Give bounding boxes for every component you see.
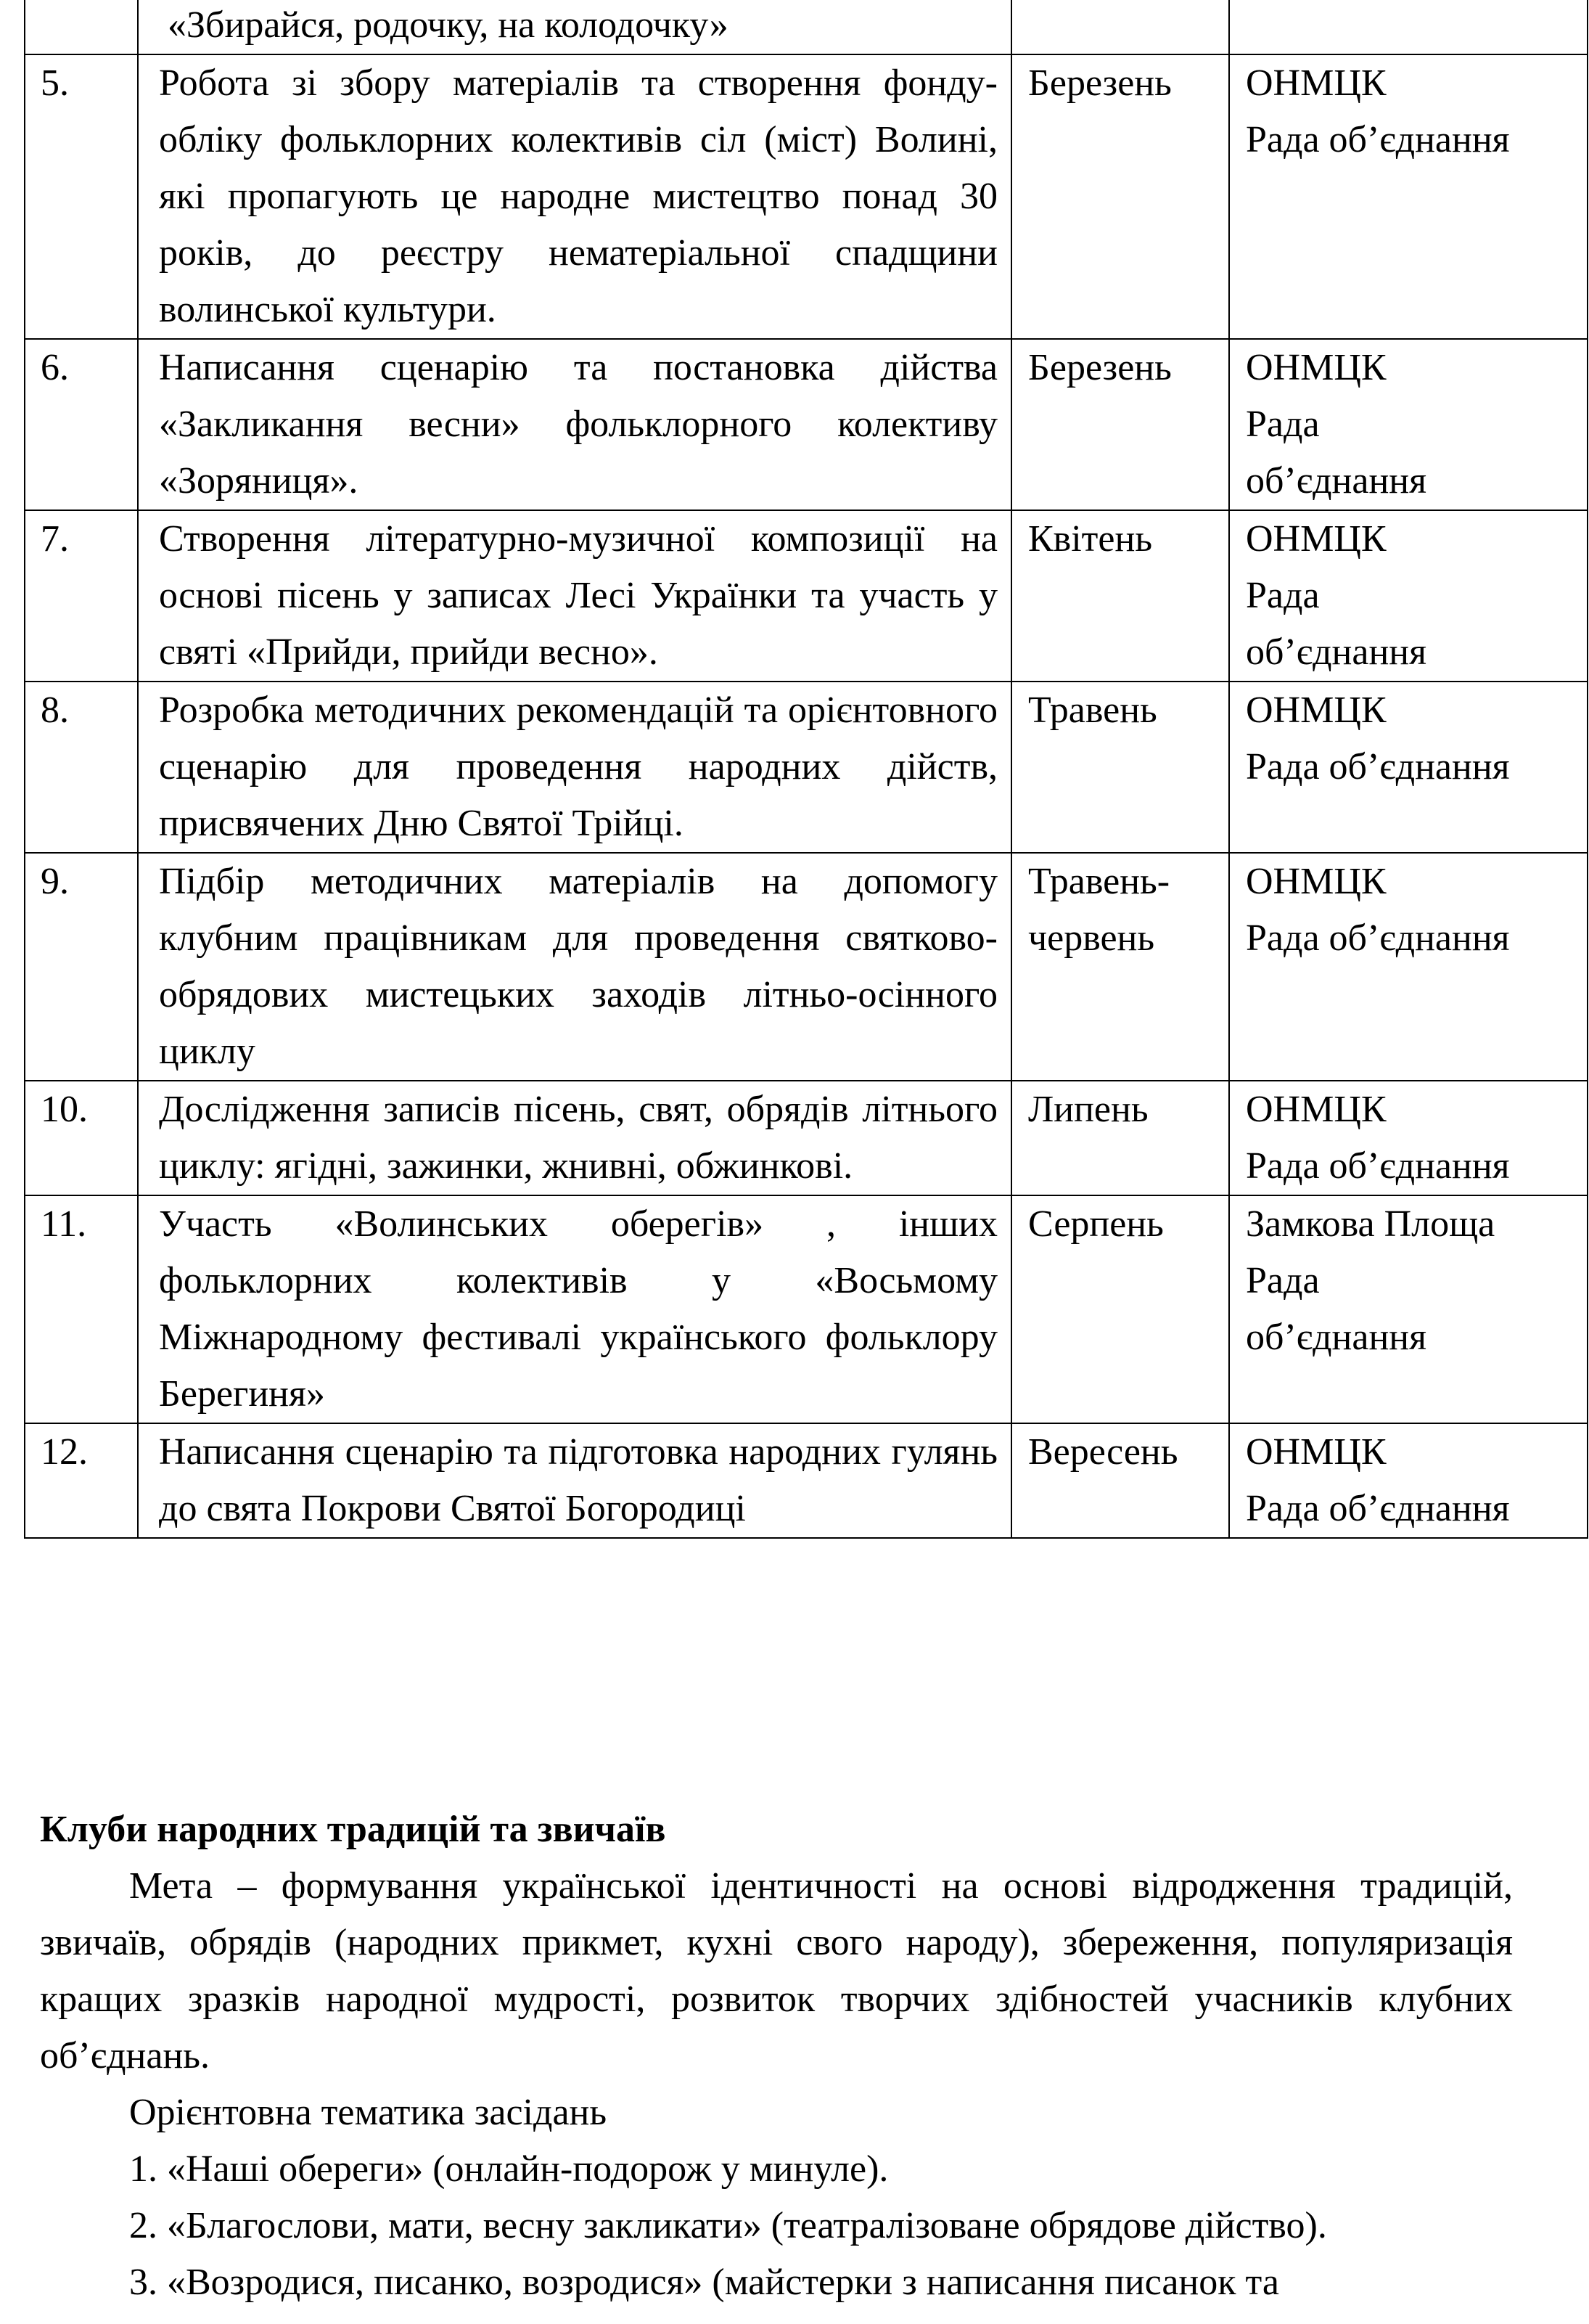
event-responsible: ОНМЦК Рада об’єднання <box>1246 1089 1510 1187</box>
event-month-cell <box>1011 1423 1229 1538</box>
event-responsible-cell <box>1229 339 1588 510</box>
event-month-cell <box>1011 682 1229 853</box>
table-row <box>25 853 1588 1081</box>
event-month-cell <box>1011 1195 1229 1423</box>
event-description-cell <box>138 1423 1011 1538</box>
events-table-body <box>25 0 1588 1538</box>
event-responsible-cell <box>1229 510 1588 682</box>
event-description-cell <box>138 1081 1011 1195</box>
row-number-cell <box>25 54 138 339</box>
table-row <box>25 0 1588 54</box>
row-number-cell <box>25 1081 138 1195</box>
row-number: 12. <box>41 1431 88 1473</box>
event-responsible-cell <box>1229 853 1588 1081</box>
table-row <box>25 54 1588 339</box>
table-row <box>25 339 1588 510</box>
events-table <box>24 0 1588 1539</box>
event-responsible-cell <box>1229 0 1588 54</box>
event-description-cell <box>138 54 1011 339</box>
row-number: 5. <box>41 62 69 104</box>
event-description-cell <box>138 510 1011 682</box>
event-responsible: ОНМЦК Рада об’єднання <box>1246 861 1510 959</box>
event-responsible: ОНМЦК Рада об’єднання <box>1246 1431 1510 1529</box>
table-row <box>25 682 1588 853</box>
event-month-cell <box>1011 1081 1229 1195</box>
goal-paragraph: Мета – формування української ідентичності на основі відродження традицій, звичаїв, обрядів (народних прикмет, кухні свого народу), збереження, популяризація кращих зразків народної мудрості, розвиток творчих здібностей учасників клубних об’єднань. <box>40 1865 1513 2077</box>
event-month: Травень <box>1028 690 1157 731</box>
topic-item-3: 3. «Возродися, писанко, возродися» (майстерки з написання писанок та <box>129 2262 1279 2303</box>
traditions-section <box>40 1801 1513 2311</box>
event-month-cell <box>1011 54 1229 339</box>
event-responsible: Замкова Площа Рада об’єднання <box>1246 1203 1495 1358</box>
row-number: 11. <box>41 1203 87 1245</box>
event-description: Участь «Волинських оберегів» , інших фольклорних колективів у «Восьмому Міжнародному фестивалі українського фольклору Берегиня» <box>159 1203 998 1415</box>
row-number: 8. <box>41 690 69 731</box>
table-row <box>25 1195 1588 1423</box>
event-month: Липень <box>1028 1089 1149 1130</box>
event-month: Вересень <box>1028 1431 1178 1473</box>
event-description-cell <box>138 339 1011 510</box>
event-description: Дослідження записів пісень, свят, обрядів літнього циклу: ягідні, зажинки, жнивні, обжинкові. <box>159 1089 998 1187</box>
event-month: Березень <box>1028 62 1172 104</box>
event-responsible-cell <box>1229 1195 1588 1423</box>
row-number: 7. <box>41 518 69 560</box>
event-description: Підбір методичних матеріалів на допомогу клубним працівникам для проведення святково-обрядових мистецьких заходів літньо-осінного циклу <box>159 861 998 1072</box>
table-row <box>25 1423 1588 1538</box>
row-number: 10. <box>41 1089 88 1130</box>
row-number-cell <box>25 682 138 853</box>
event-month: Серпень <box>1028 1203 1164 1245</box>
row-number-cell <box>25 0 138 54</box>
event-description: Створення літературно-музичної композиції на основі пісень у записах Лесі Українки та участь у святі «Прийди, прийди весно». <box>159 518 998 673</box>
event-month: Березень <box>1028 347 1172 388</box>
row-number-cell <box>25 339 138 510</box>
event-description: Написання сценарію та постановка дійства «Закликання весни» фольклорного колективу «Зоряниця». <box>159 347 998 502</box>
event-responsible: ОНМЦК Рада об’єднання <box>1246 690 1510 787</box>
event-description: Написання сценарію та підготовка народних гулянь до свята Покрови Святої Богородиці <box>159 1431 998 1529</box>
event-month-cell <box>1011 0 1229 54</box>
event-description-cell <box>138 682 1011 853</box>
row-number-cell <box>25 853 138 1081</box>
event-month-cell <box>1011 853 1229 1081</box>
topics-title: Орієнтовна тематика засідань <box>129 2092 607 2133</box>
event-month-cell <box>1011 510 1229 682</box>
event-responsible: ОНМЦК Рада об’єднання <box>1246 62 1510 160</box>
event-month: Травень- червень <box>1028 861 1170 959</box>
event-description-cell <box>138 0 1011 54</box>
row-number-cell <box>25 510 138 682</box>
row-number: 6. <box>41 347 69 388</box>
event-month-cell <box>1011 339 1229 510</box>
row-number-cell <box>25 1423 138 1538</box>
event-responsible-cell <box>1229 54 1588 339</box>
event-responsible-cell <box>1229 1423 1588 1538</box>
row-number-cell <box>25 1195 138 1423</box>
event-responsible: ОНМЦК Рада об’єднання <box>1246 518 1427 673</box>
event-description-cell <box>138 853 1011 1081</box>
event-description: Робота зі збору матеріалів та створення фонду-обліку фольклорних колективів сіл (міст) Волині, які пропагують це народне мистецтво понад 30 років, до реєстру нематеріальної спадщини волинської культури. <box>159 62 998 330</box>
table-row <box>25 1081 1588 1195</box>
topic-item-1: 1. «Наші обереги» (онлайн-подорож у минуле). <box>129 2148 889 2190</box>
event-description: Розробка методичних рекомендацій та орієнтовного сценарію для проведення народних дійств, присвячених Дню Святої Трійці. <box>159 690 998 844</box>
event-description-cell <box>138 1195 1011 1423</box>
event-responsible-cell <box>1229 1081 1588 1195</box>
event-responsible-cell <box>1229 682 1588 853</box>
topic-item-2: 2. «Благослови, мати, весну закликати» (театралізоване обрядове дійство). <box>129 2205 1327 2246</box>
section-heading: Клуби народних традицій та звичаїв <box>40 1809 666 1850</box>
event-description: «Збирайся, родочку, на колодочку» <box>168 4 728 46</box>
row-number: 9. <box>41 861 69 902</box>
event-responsible: ОНМЦК Рада об’єднання <box>1246 347 1427 502</box>
table-row <box>25 510 1588 682</box>
event-month: Квітень <box>1028 518 1153 560</box>
